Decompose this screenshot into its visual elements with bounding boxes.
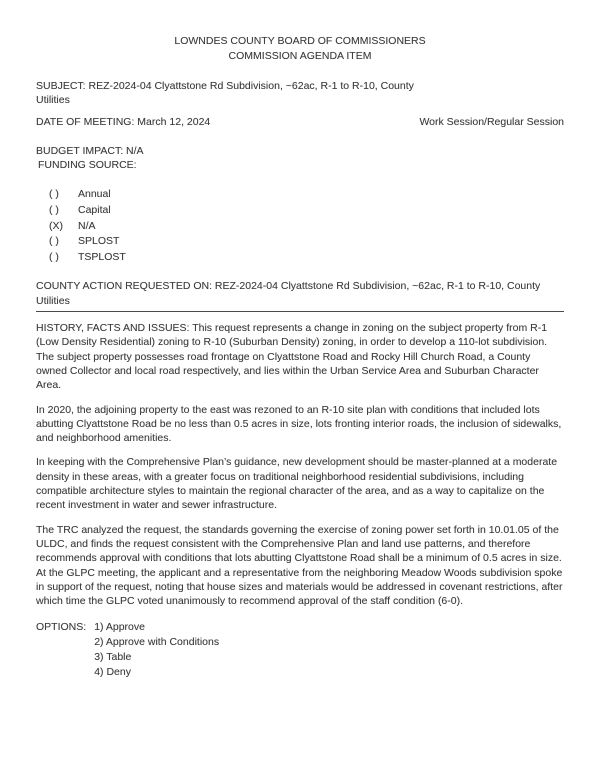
checkbox-mark: ( ) [49,235,59,248]
checkbox-mark: ( ) [49,250,59,263]
funding-option-annual [49,187,564,203]
options-label: OPTIONS: [36,621,87,634]
funding-option-tsplost [49,250,564,266]
document-header [36,34,564,64]
checkbox-mark: ( ) [49,188,59,201]
funding-option-label: SPLOST [78,235,120,248]
funding-option-label: Capital [78,204,111,217]
meeting-date: DATE OF MEETING: March 12, 2024 [36,115,211,128]
rezoning-2020-paragraph: In 2020, the adjoining property to the east was rezoned to an R-10 site plan with conditions that included lots abutting Clyattstone Road be no less than 0.5 acres in size, lots fronting interior roads, the inclusion of sidewalks, and neighborhood amenities. [36,403,562,445]
funding-source-label: FUNDING SOURCE: [38,159,137,172]
session-type: Work Session/Regular Session [419,115,564,128]
county-action-line: COUNTY ACTION REQUESTED ON: REZ-2024-04 Clyattstone Rd Subdivision, ~62ac, R-1 to R-10, County Utilities [36,280,541,307]
option-approve-with-conditions: 2) Approve with Conditions [94,636,220,649]
meeting-meta-row [36,115,564,129]
history-facts-issues-section [36,321,564,608]
checkbox-mark: ( ) [49,204,59,217]
county-action-section [36,279,564,312]
option-table: 3) Table [94,650,132,663]
funding-option-label: N/A [78,219,96,232]
subject-line: SUBJECT: REZ-2024-04 Clyattstone Rd Subdivision, ~62ac, R-1 to R-10, County Utilities [36,80,414,107]
document-type-title: COMMISSION AGENDA ITEM [228,50,372,62]
options-section [36,620,564,679]
funding-option-na [49,219,564,235]
options-list [94,620,219,679]
funding-option-capital [49,203,564,219]
org-title: LOWNDES COUNTY BOARD OF COMMISSIONERS [174,35,426,47]
funding-checklist [36,187,564,265]
budget-impact: BUDGET IMPACT: N/A [36,144,144,157]
funding-option-splost [49,234,564,250]
funding-option-label: Annual [78,188,111,201]
option-approve: 1) Approve [94,621,145,634]
trc-glpc-paragraph: The TRC analyzed the request, the standards governing the exercise of zoning power set forth in 10.01.05 of the ULDC, and finds the request consistent with the Comprehensive Plan and land use patterns, and therefore recommends approval with conditions that lots abutting Clyattstone Road shall be a minimum of 0.5 acres in size. At the GLPC meeting, the applicant and a representative from the neighboring Meadow Woods subdivision spoke in support of the request, noting that house sizes and materials would be addressed in covenant restrictions, after which time the GLPC voted unanimously to recommend approval of the staff condition (6-0). [36,523,563,608]
comprehensive-plan-paragraph: In keeping with the Comprehensive Plan’s guidance, new development should be master-planned at a moderate density in these areas, with a greater focus on traditional neighborhood residential subdivisions, including compatible architecture styles to maintain the regional character of the area, and as a way to capitalize on the recent investment in water and sewer infrastructure. [36,456,558,512]
funding-option-label: TSPLOST [78,250,126,263]
checkbox-mark-checked: (X) [49,219,63,232]
history-paragraph: HISTORY, FACTS AND ISSUES: This request represents a change in zoning on the subject property from R-1 (Low Density Residential) zoning to R-10 (Suburban Density) zoning, in order to develop a 110-lot subdivision. The subject property possesses road frontage on Clyattstone Road and Rocky Hill Church Road, a County owned Collector and local road respectively, and lies within the Urban Service Area and Suburban Character Area. [36,322,548,392]
option-deny: 4) Deny [94,665,131,678]
